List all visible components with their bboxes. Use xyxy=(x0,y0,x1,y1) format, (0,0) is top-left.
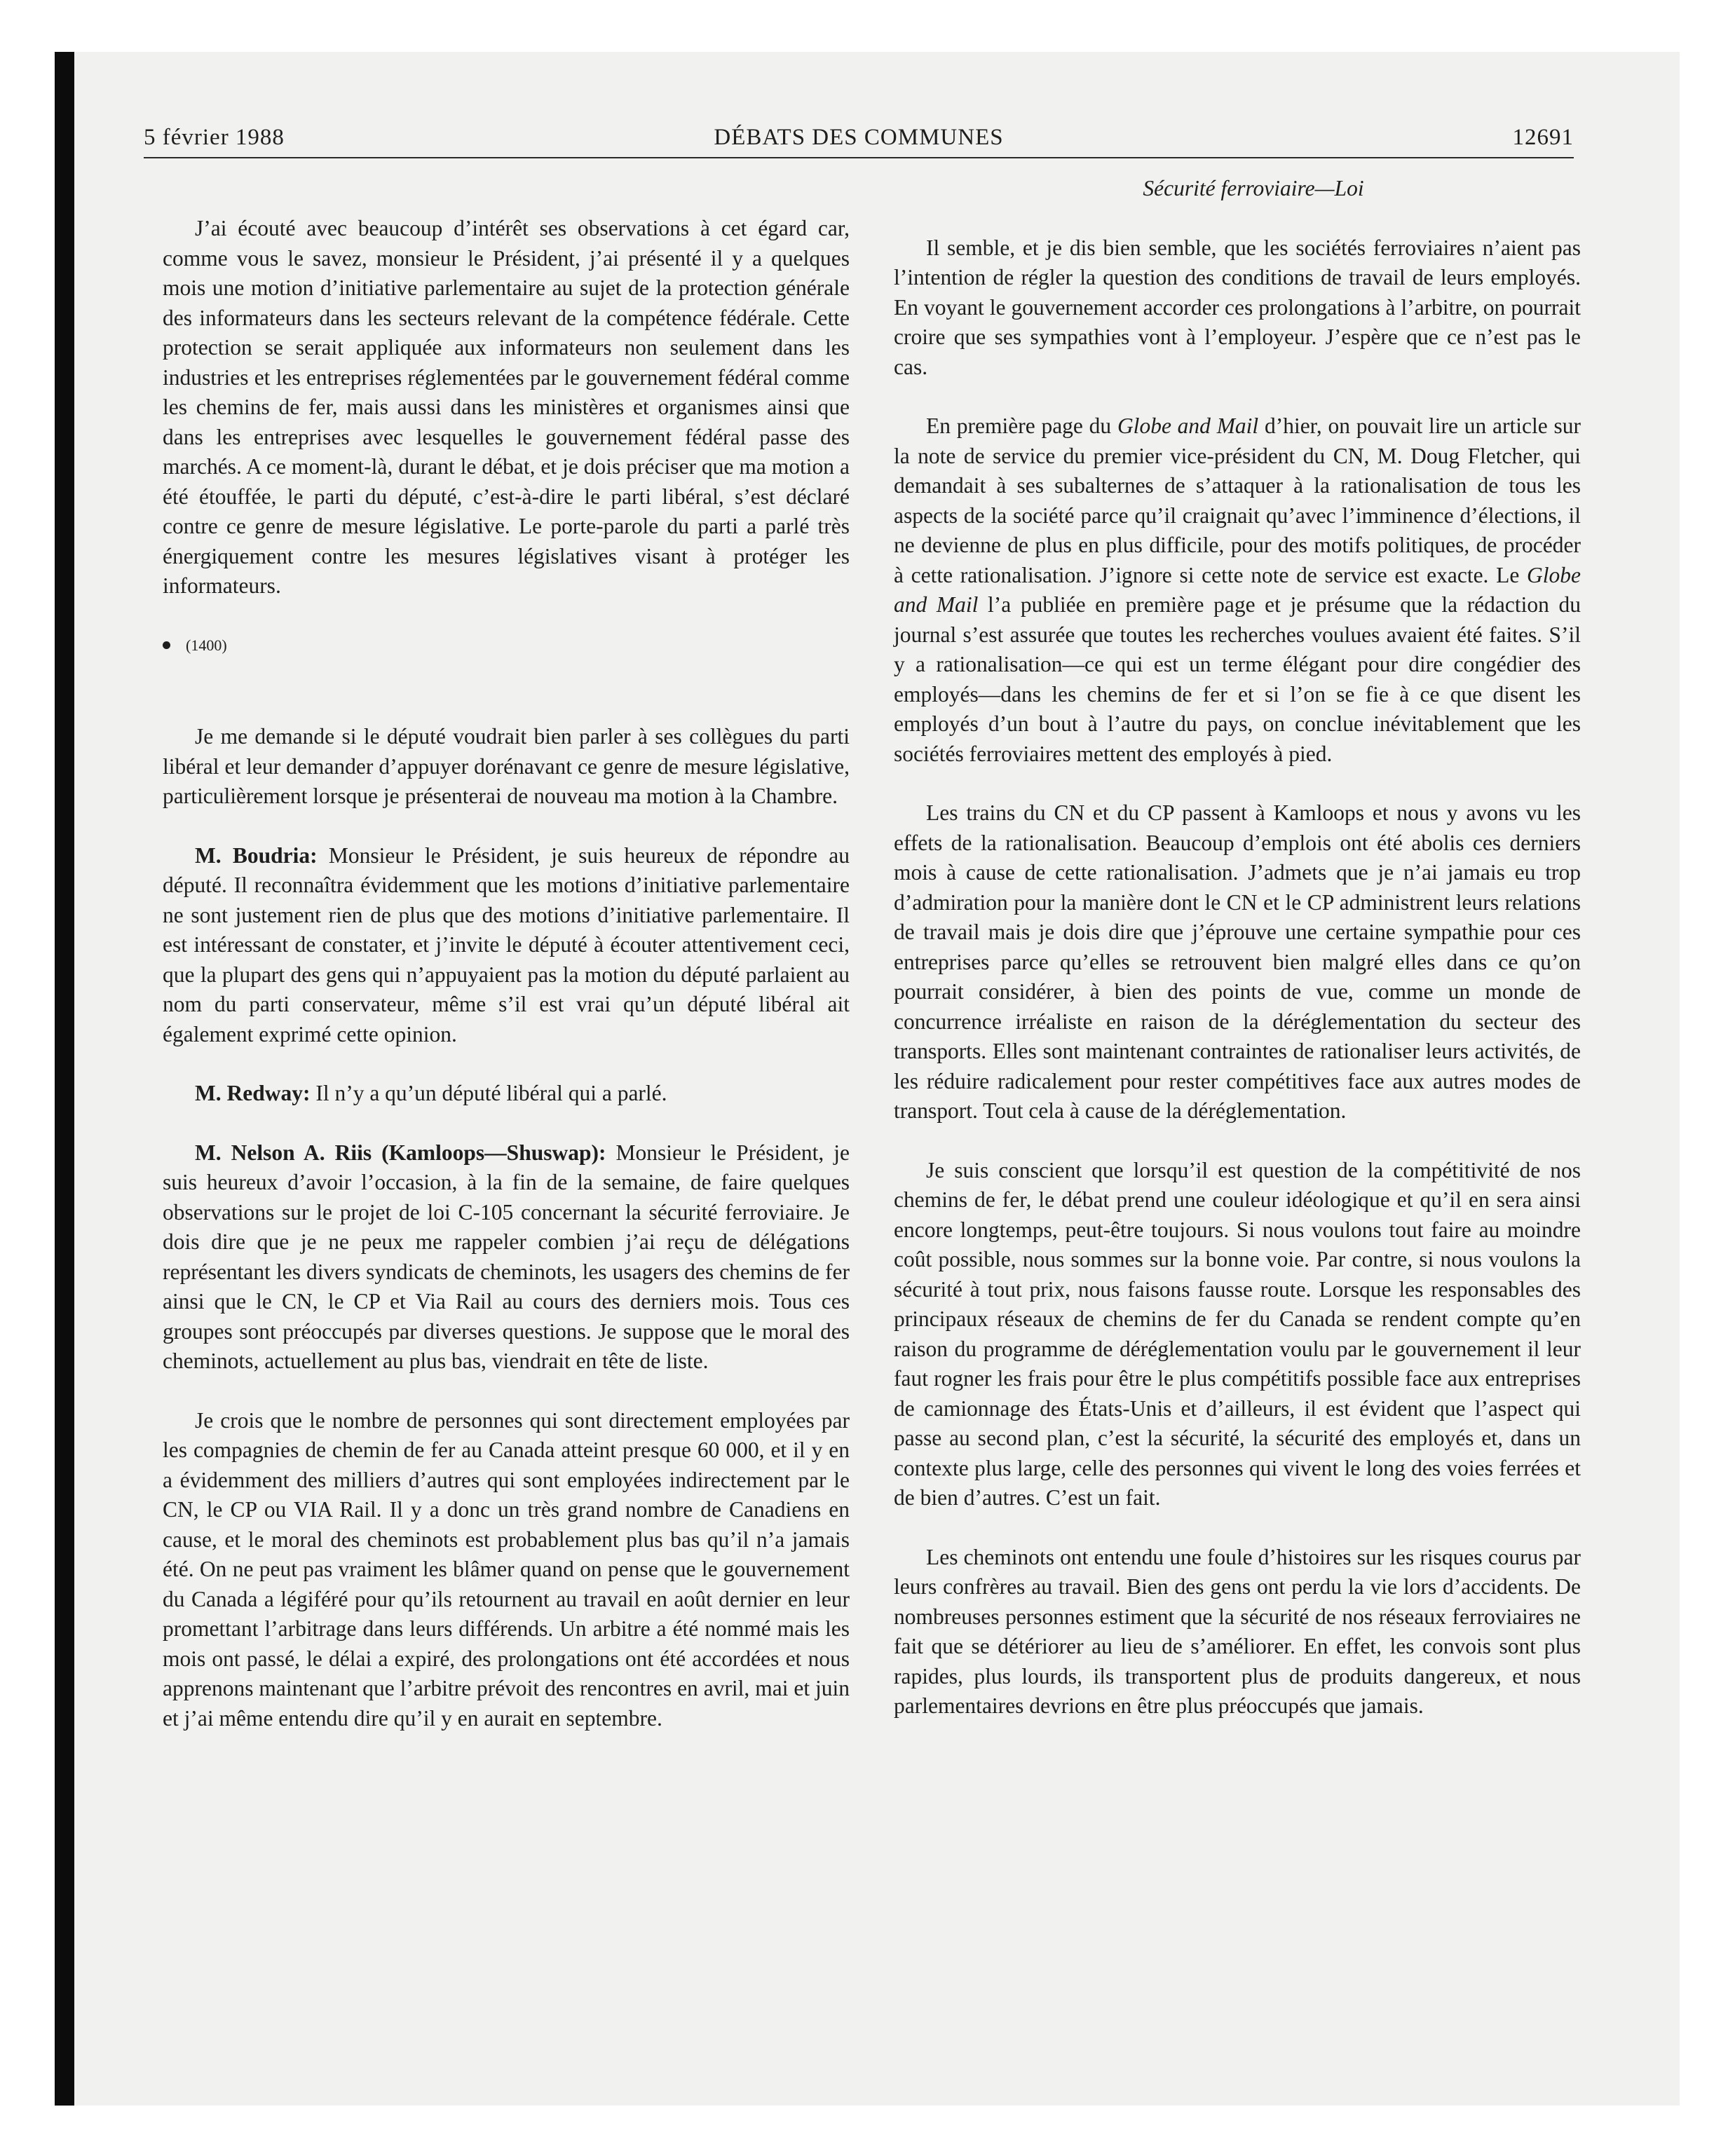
page-number: 12691 xyxy=(1512,125,1574,150)
paragraph: Les cheminots ont entendu une foule d’histoires sur les risques courus par leurs confrères au travail. Bien des gens ont perdu la vie lors d’accidents. De nombreuses personnes estiment que la sécurité de nos réseaux ferroviaires ne fait que se détériorer au lieu de s’améliorer. En effet, les convois sont plus rapides, plus lourds, ils transportent plus de produits dangereux, et nous parlementaires devrions en être plus préoccupés que jamais. xyxy=(894,1544,1581,1718)
speech-text: Monsieur le Président, je suis heureux de répondre au député. Il reconnaîtra évidemment que les motions d’initiative parlementaire ne sont justement rien de plus que des motions d’initiative parlementaire. Il est intéressant de constater, et j’invite le député à écouter attentivement ceci, que la plupart des gens qui n’appuyaient pas la motion du député parlaient au nom du parti conservateur, même s’il est vrai qu’un député libéral ait également exprimé cette opinion. xyxy=(163,842,850,1046)
time-marker xyxy=(163,631,850,661)
paragraph: Je crois que le nombre de personnes qui sont directement employées par les compagnies de chemin de fer au Canada atteint presque 60 000, et il y en a évidemment des milliers d’autres qui sont employées indirectement par le CN, le CP ou VIA Rail. Il y a donc un très grand nombre de Canadiens en cause, et le moral des cheminots est probablement plus bas qu’il n’a jamais été. On ne peut pas vraiment les blâmer quand on pense que le gouvernement du Canada a légiféré pour qu’ils retournent au travail en août dernier en leur promettant l’arbitrage dans leurs différends. Un arbitre a été nommé mais les mois ont passé, le délai a expiré, des prolongations ont été accordées et nous apprenons maintenant que l’arbitre prévoit des rencontres en avril, mai et juin et j’ai même entendu dire qu’il y en aurait en septembre. xyxy=(163,1407,850,1731)
paragraph xyxy=(894,411,1581,769)
speaker-name: M. Redway: xyxy=(195,1081,311,1105)
text-run: d’hier, on pouvait lire un article sur la note de service du premier vice-président du CN, M. Doug Fletcher, qui demandait à ses subalternes de s’attaquer à la rationalisation de tous les aspects de la société parce qu’il craignait qu’avec l’imminence d’élections, il ne devienne de plus en plus difficile, pour des motifs politiques, de procéder à cette rationalisation. J’ignore si cette note de service est exacte. Le xyxy=(894,414,1581,587)
newspaper-name: Globe and Mail xyxy=(1117,414,1259,438)
speaker-name: M. Boudria: xyxy=(195,842,318,868)
speech-text: Il n’y a qu’un député libéral qui a parlé. xyxy=(310,1081,667,1105)
speech-riis xyxy=(163,1138,850,1377)
newspaper-name: Globe and Mail xyxy=(894,562,1581,617)
left-column xyxy=(163,214,850,1763)
text-run: En première page du xyxy=(926,414,1117,438)
paragraph: Je me demande si le député voudrait bien parler à ses collègues du parti libéral et leur demander d’appuyer dorénavant ce genre de mesure législative, particulièrement lorsque je présenterai de nouveau ma motion à la Chambre. xyxy=(163,724,850,808)
speech-text: Monsieur le Président, je suis heureux d’avoir l’occasion, à la fin de la semaine, de faire quelques observations sur le projet de loi C-105 concernant la sécurité ferroviaire. Je dois dire que je ne peux me rappeler combien j’ai reçu de délégations représentant les divers syndicats de cheminots, les usagers des chemins de fer ainsi que le CN, le CP et Via Rail au cours des derniers mois. Tous ces groupes sont préoccupés par diverses questions. Je suppose que le moral des cheminots, actuellement au plus bas, viendrait en tête de liste. xyxy=(163,1140,850,1373)
speech-boudria xyxy=(163,841,850,1050)
header-date: 5 février 1988 xyxy=(144,125,285,150)
right-column xyxy=(894,174,1581,1751)
paragraph: Les trains du CN et du CP passent à Kamloops et nous y avons vu les effets de la rationalisation. Beaucoup d’emplois ont été abolis ces derniers mois à cause de cette rationalisation. J’admets que je n’ai jamais eu trop d’admiration pour la manière dont le CN et le CP administrent leurs relations de travail mais je dois dire que j’éprouve une certaine sympathie pour ces entreprises parce qu’elles se retrouvent bien malgré elles dans ce qu’on pourrait considérer, à bien des points de vue, comme un monde de concurrence irréaliste en raison de la déréglementation du secteur des transports. Elles sont maintenant contraintes de rationaliser leurs activités, de les réduire radicalement pour rester compétitives face aux autres modes de transport. Tout cela à cause de la déréglementation. xyxy=(894,800,1581,1123)
binding-edge xyxy=(55,52,74,2106)
header-title: DÉBATS DES COMMUNES xyxy=(714,125,1004,150)
speaker-name: M. Nelson A. Riis (Kamloops—Shuswap): xyxy=(195,1140,606,1165)
text-run: l’a publiée en première page et je présume que la rédaction du journal s’est assurée que toutes les recherches voulues avaient été faites. S’il y a rationalisation—ce qui est un terme élégant pour dire congédier des employés—dans les chemins de fer et si l’on se fie à ce que disent les employés d’un bout à l’autre du pays, on conclue inévitablement que les sociétés ferroviaires mettent des employés à pied. xyxy=(894,592,1581,766)
bullet-icon xyxy=(163,641,170,649)
time-marker-label: (1400) xyxy=(186,636,227,654)
section-title: Sécurité ferroviaire—Loi xyxy=(1143,176,1364,200)
running-head xyxy=(144,125,1574,157)
header-rule xyxy=(144,157,1574,158)
paragraph: Je suis conscient que lorsqu’il est question de la compétitivité de nos chemins de fer, le débat prend une couleur idéologique et qu’il en sera ainsi encore longtemps, peut-être toujours. Si nous voulons tout faire au moindre coût possible, nous sommes sur la bonne voie. Par contre, si nous voulons la sécurité à tout prix, nous faisons fausse route. Lorsque les responsables des principaux réseaux de chemins de fer du Canada se rendent compte qu’en raison du programme de déréglementation voulu par le gouvernement il leur faut rogner les frais pour être le plus compétitifs possible face aux entreprises de camionnage des États-Unis et d’ailleurs, il est évident que l’aspect qui passe au second plan, c’est la sécurité, la sécurité des employés et, dans un contexte plus large, celle des personnes qui vivent le long des voies ferrées et de bien d’autres. C’est un fait. xyxy=(894,1157,1581,1510)
paragraph: J’ai écouté avec beaucoup d’intérêt ses observations à cet égard car, comme vous le savez, monsieur le Président, j’ai présenté il y a quelques mois une motion d’initiative parlementaire au sujet de la protection générale des informateurs dans les secteurs relevant de la compétence fédérale. Cette protection se serait appliquée aux informateurs non seulement dans les industries et les entreprises réglementées par le gouvernement fédéral comme les chemins de fer, mais aussi dans les ministères et organismes ainsi que dans les entreprises avec lesquelles le gouvernement fédéral passe des marchés. A ce moment-là, durant le débat, et je dois préciser que ma motion a été étouffée, le parti du député, c’est-à-dire le parti libéral, s’est déclaré contre ce genre de mesure législative. Le porte-parole du parti a parlé très énergiquement contre les mesures législatives visant à protéger les informateurs. xyxy=(163,216,850,598)
paragraph: Il semble, et je dis bien semble, que les sociétés ferroviaires n’aient pas l’intention de régler la question des conditions de travail de leurs employés. En voyant le gouvernement accorder ces prolongations à l’arbitre, on pourrait croire que ses sympathies vont à l’employeur. J’espère que ce n’est pas le cas. xyxy=(894,235,1581,379)
speech-redway xyxy=(163,1079,850,1109)
